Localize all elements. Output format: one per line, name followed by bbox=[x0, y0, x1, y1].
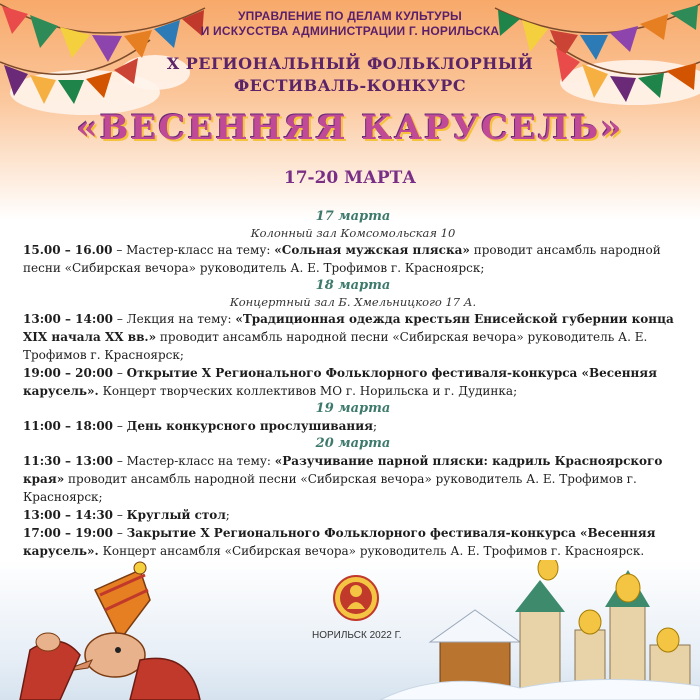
event-time: 15.00 – 16.00 bbox=[23, 243, 113, 257]
event-title: Закрытие X Регионального Фольклорного фестиваля-конкурса «Весенняя карусель». bbox=[23, 526, 656, 558]
event-time: 19:00 – 20:00 bbox=[23, 366, 114, 380]
program-schedule bbox=[23, 208, 683, 578]
event-time: 13:00 – 14:00 bbox=[23, 312, 114, 326]
schedule-event bbox=[23, 364, 683, 400]
event-prefix: – bbox=[113, 366, 127, 380]
event-title: «Разучивание парной пляски: кадриль Красноярского края» bbox=[23, 454, 663, 486]
event-details: проводит ансамбль народной песни «Сибирская вечора» руководитель А. Е. Трофимов г. Красноярск; bbox=[23, 330, 648, 362]
event-prefix: – Мастер-класс на тему: bbox=[112, 243, 275, 257]
event-details: проводит ансамбль народной песни «Сибирская вечора» руководитель А. Е. Трофимов г. Красноярск; bbox=[23, 243, 661, 275]
festival-logo bbox=[333, 575, 379, 621]
festival-dates: 17-20 МАРТА bbox=[283, 168, 417, 188]
venue-line: Колонный зал Комсомольская 10 bbox=[250, 226, 456, 240]
venue-line: Концертный зал Б. Хмельницкого 17 А. bbox=[229, 295, 477, 309]
schedule-event bbox=[23, 417, 683, 435]
schedule-event bbox=[23, 241, 683, 277]
day-heading: 17 марта bbox=[315, 209, 391, 224]
festival-name: «ВЕСЕННЯЯ КАРУСЕЛЬ» bbox=[76, 108, 624, 148]
event-title: Круглый стол bbox=[126, 508, 226, 522]
event-time: 13:00 – 14:30 bbox=[23, 508, 114, 522]
event-title: День конкурсного прослушивания bbox=[126, 419, 373, 433]
day-heading: 18 марта bbox=[315, 278, 391, 293]
festival-line-1: X РЕГИОНАЛЬНЫЙ ФОЛЬКЛОРНЫЙ bbox=[166, 54, 534, 73]
event-details: ; bbox=[372, 419, 378, 433]
event-time: 11:30 – 13:00 bbox=[23, 454, 114, 468]
event-prefix: – bbox=[113, 508, 127, 522]
festival-line-2: ФЕСТИВАЛЬ-КОНКУРС bbox=[233, 76, 467, 95]
event-prefix: – bbox=[113, 526, 127, 540]
puppet-illustration bbox=[20, 562, 200, 700]
event-details: ; bbox=[225, 508, 230, 522]
event-prefix: – bbox=[113, 419, 127, 433]
event-title: Открытие X Регионального Фольклорного фестиваля-конкурса «Весенняя карусель». bbox=[23, 366, 657, 398]
schedule-event bbox=[23, 506, 683, 524]
organizer-line-1: УПРАВЛЕНИЕ ПО ДЕЛАМ КУЛЬТУРЫ bbox=[238, 9, 462, 23]
organizer-line-2: И ИСКУССТВА АДМИНИСТРАЦИИ Г. НОРИЛЬСКА bbox=[200, 24, 500, 38]
event-details: Концерт творческих коллективов МО г. Норильска и г. Дудинка; bbox=[98, 384, 518, 398]
event-title: «Сольная мужская пляска» bbox=[274, 243, 470, 257]
day-heading: 20 марта bbox=[315, 436, 391, 451]
event-time: 17:00 – 19:00 bbox=[23, 526, 114, 540]
event-details: проводит ансамбль народной песни «Сибирская вечора» руководитель А. Е. Трофимов г. Красноярск; bbox=[23, 472, 637, 504]
organizer-heading bbox=[200, 9, 500, 39]
schedule-event bbox=[23, 452, 683, 506]
village-illustration bbox=[380, 560, 700, 700]
schedule-event bbox=[23, 310, 683, 364]
event-title: «Традиционная одежда крестьян Енисейской губернии конца XIX начала XX вв.» bbox=[23, 312, 674, 344]
event-prefix: – Мастер-класс на тему: bbox=[113, 454, 275, 468]
city-year-label: НОРИЛЬСК 2022 Г. bbox=[312, 630, 402, 641]
event-details: Концерт ансамбля «Сибирская вечора» руководитель А. Е. Трофимов г. Красноярск. bbox=[102, 544, 645, 558]
event-time: 11:00 – 18:00 bbox=[23, 419, 114, 433]
event-prefix: – Лекция на тему: bbox=[113, 312, 236, 326]
day-heading: 19 марта bbox=[315, 401, 391, 416]
